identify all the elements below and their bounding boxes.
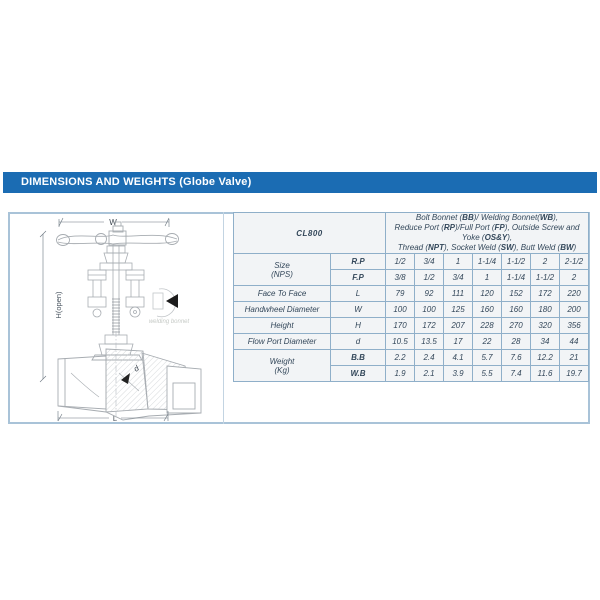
stem-and-bonnet: [88, 245, 144, 355]
row-label: Face To Face: [234, 286, 331, 302]
value-cell: 34: [531, 334, 560, 350]
value-cell: 3/4: [444, 270, 473, 286]
panel-divider: [223, 212, 224, 424]
value-cell: 7.6: [502, 350, 531, 366]
value-cell: 2: [531, 254, 560, 270]
value-cell: 320: [531, 318, 560, 334]
value-cell: 11.6: [531, 366, 560, 382]
row-label: Weight (Kg): [234, 350, 331, 382]
value-cell: 270: [502, 318, 531, 334]
value-cell: 228: [473, 318, 502, 334]
dim-l-label: L: [112, 414, 118, 422]
row-symbol: L: [331, 286, 386, 302]
value-cell: 1.9: [386, 366, 415, 382]
value-cell: 200: [560, 302, 589, 318]
value-cell: 152: [502, 286, 531, 302]
row-label: Handwheel Diameter: [234, 302, 331, 318]
value-cell: 1-1/2: [531, 270, 560, 286]
table-row: [234, 334, 589, 350]
value-cell: 100: [386, 302, 415, 318]
row-label: Height: [234, 318, 331, 334]
value-cell: 220: [560, 286, 589, 302]
value-cell: 44: [560, 334, 589, 350]
value-cell: 13.5: [415, 334, 444, 350]
value-cell: 7.4: [502, 366, 531, 382]
value-cell: 28: [502, 334, 531, 350]
table-header-row: [234, 213, 589, 254]
pressure-class-label: CL800: [234, 213, 386, 254]
value-cell: 2.2: [386, 350, 415, 366]
value-cell: 3/4: [415, 254, 444, 270]
table-row: [234, 350, 589, 366]
welding-bonnet-detail: [153, 289, 178, 317]
value-cell: 111: [444, 286, 473, 302]
value-cell: 92: [415, 286, 444, 302]
row-symbol: R.P: [331, 254, 386, 270]
value-cell: 2.4: [415, 350, 444, 366]
table-row: [234, 286, 589, 302]
value-cell: 22: [473, 334, 502, 350]
dimension-h: [40, 231, 46, 382]
value-cell: 1/2: [386, 254, 415, 270]
dim-w-label: W: [109, 218, 117, 227]
dim-d-label: d: [131, 363, 141, 374]
value-cell: 3.9: [444, 366, 473, 382]
value-cell: 1-1/4: [473, 254, 502, 270]
table-row: [234, 302, 589, 318]
value-cell: 160: [473, 302, 502, 318]
valve-body: [58, 349, 201, 420]
value-cell: 180: [531, 302, 560, 318]
dimensions-table: [233, 212, 589, 382]
row-label: Flow Port Diameter: [234, 334, 331, 350]
table-row: [234, 254, 589, 270]
section-title: DIMENSIONS AND WEIGHTS (Globe Valve): [21, 176, 252, 188]
value-cell: 160: [502, 302, 531, 318]
value-cell: 207: [444, 318, 473, 334]
value-cell: 2-1/2: [560, 254, 589, 270]
section-title-bar: [3, 172, 597, 193]
value-cell: 2: [560, 270, 589, 286]
dim-h-label: H(open): [54, 291, 63, 319]
globe-valve-drawing: [9, 213, 222, 422]
handwheel: [57, 222, 179, 246]
value-cell: 2.1: [415, 366, 444, 382]
value-cell: 125: [444, 302, 473, 318]
value-cell: 3/8: [386, 270, 415, 286]
value-cell: 1: [473, 270, 502, 286]
row-symbol: H: [331, 318, 386, 334]
table-row: [234, 318, 589, 334]
value-cell: 12.2: [531, 350, 560, 366]
value-cell: 19.7: [560, 366, 589, 382]
value-cell: 1-1/4: [502, 270, 531, 286]
row-symbol: B.B: [331, 350, 386, 366]
value-cell: 79: [386, 286, 415, 302]
value-cell: 1-1/2: [502, 254, 531, 270]
valve-type-description: Bolt Bonnet (BB)/ Welding Bonnet(WB), Reduce Port (RP)/Full Port (FP), Outside Screw and Yoke (OS&Y), Thread (NPT), Socket Weld (SW), Butt Weld (BW): [386, 213, 589, 254]
value-cell: 5.7: [473, 350, 502, 366]
value-cell: 172: [415, 318, 444, 334]
row-symbol: F.P: [331, 270, 386, 286]
value-cell: 356: [560, 318, 589, 334]
value-cell: 172: [531, 286, 560, 302]
row-label: Size (NPS): [234, 254, 331, 286]
row-symbol: d: [331, 334, 386, 350]
value-cell: 5.5: [473, 366, 502, 382]
value-cell: 1: [444, 254, 473, 270]
row-symbol: W.B: [331, 366, 386, 382]
value-cell: 4.1: [444, 350, 473, 366]
value-cell: 100: [415, 302, 444, 318]
value-cell: 10.5: [386, 334, 415, 350]
value-cell: 120: [473, 286, 502, 302]
detail-caption: welding bonnet: [148, 319, 190, 325]
value-cell: 17: [444, 334, 473, 350]
value-cell: 21: [560, 350, 589, 366]
value-cell: 1/2: [415, 270, 444, 286]
row-symbol: W: [331, 302, 386, 318]
value-cell: 170: [386, 318, 415, 334]
